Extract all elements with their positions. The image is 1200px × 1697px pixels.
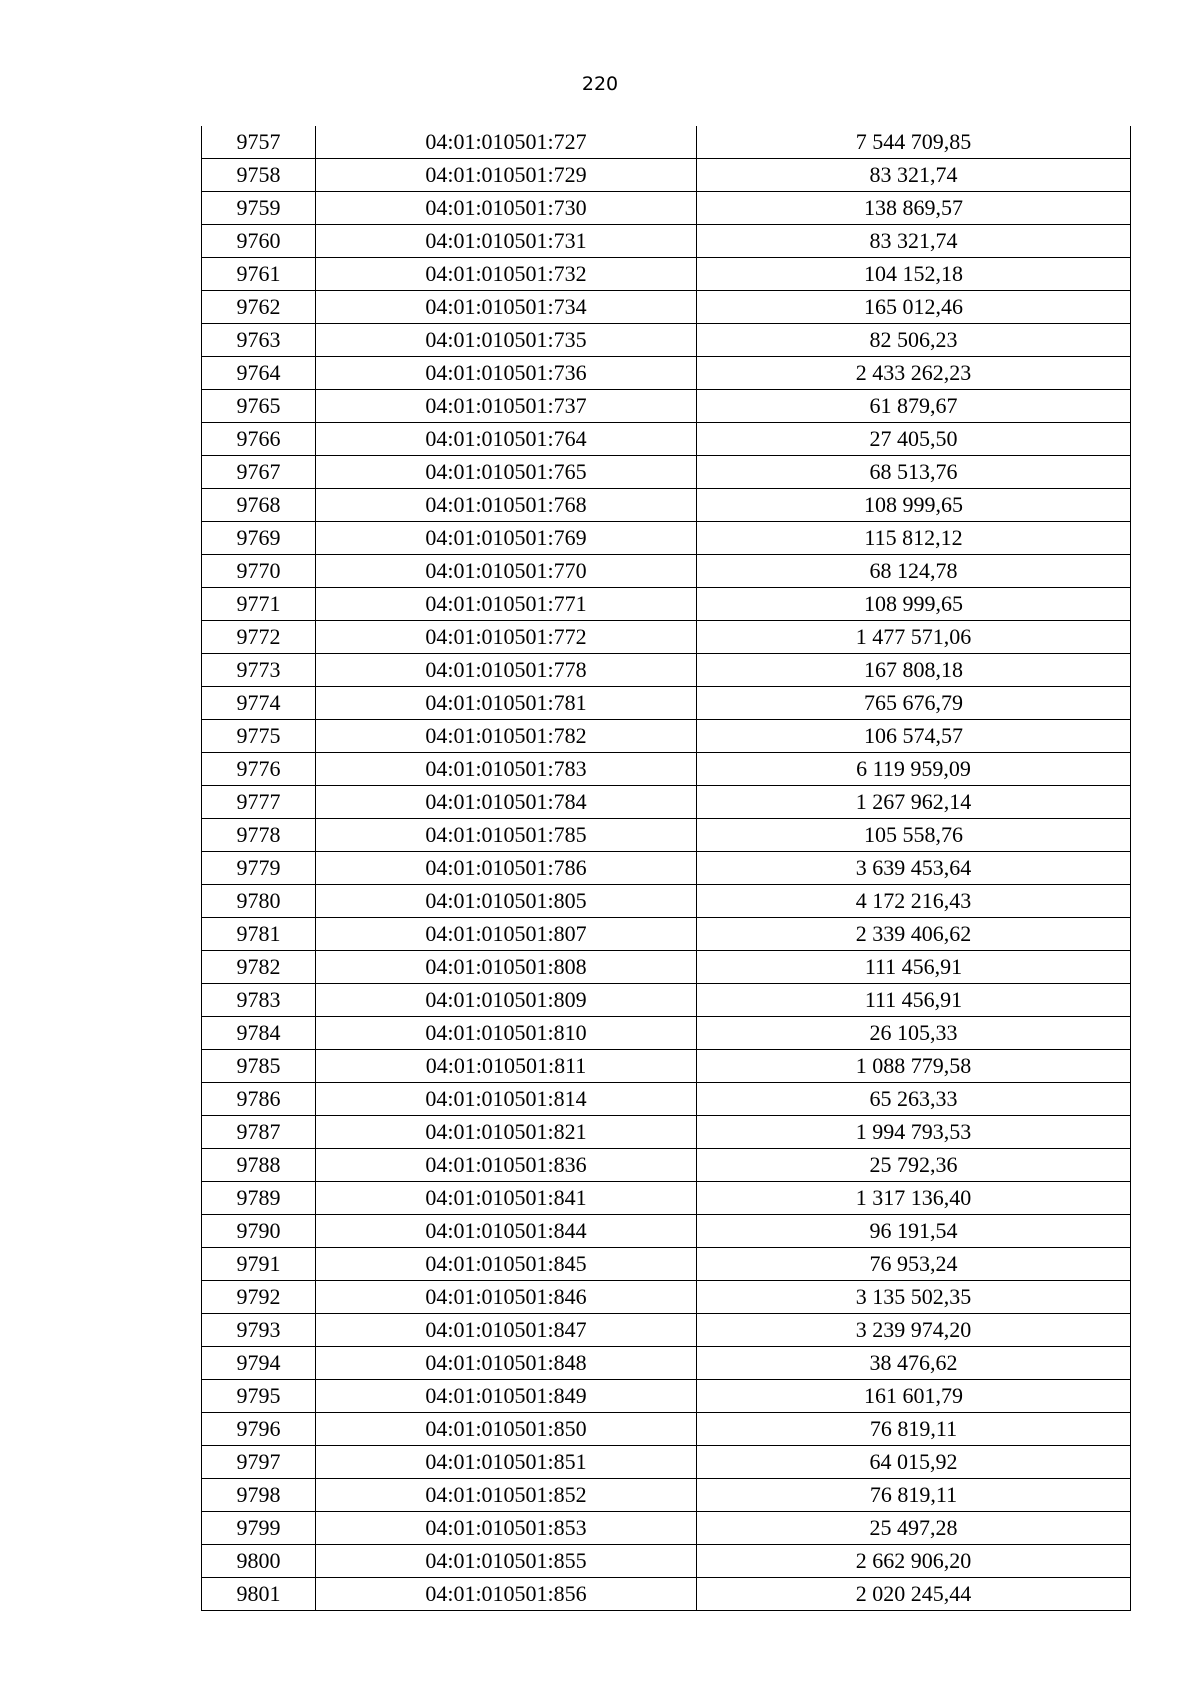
row-number-cell: 9801: [202, 1578, 316, 1611]
page-number: 220: [581, 73, 619, 95]
row-number-cell: 9783: [202, 984, 316, 1017]
row-number-cell: 9767: [202, 456, 316, 489]
row-number-cell: 9774: [202, 687, 316, 720]
table-row: [202, 357, 1131, 390]
table-row: [202, 1413, 1131, 1446]
table-row: [202, 258, 1131, 291]
cadastral-number-cell: 04:01:010501:772: [316, 621, 697, 654]
cadastral-number-cell: 04:01:010501:846: [316, 1281, 697, 1314]
row-number-cell: 9776: [202, 753, 316, 786]
row-number-cell: 9769: [202, 522, 316, 555]
cadastral-number-cell: 04:01:010501:814: [316, 1083, 697, 1116]
row-number-cell: 9789: [202, 1182, 316, 1215]
value-cell: 76 819,11: [697, 1413, 1131, 1446]
table-row: [202, 423, 1131, 456]
table-row: [202, 918, 1131, 951]
value-cell: 38 476,62: [697, 1347, 1131, 1380]
row-number-cell: 9766: [202, 423, 316, 456]
table-row: [202, 1248, 1131, 1281]
table-row: [202, 489, 1131, 522]
table-row: [202, 192, 1131, 225]
value-cell: 26 105,33: [697, 1017, 1131, 1050]
row-number-cell: 9793: [202, 1314, 316, 1347]
value-cell: 1 994 793,53: [697, 1116, 1131, 1149]
table-row: [202, 225, 1131, 258]
table-row: [202, 786, 1131, 819]
value-cell: 2 662 906,20: [697, 1545, 1131, 1578]
cadastral-number-cell: 04:01:010501:808: [316, 951, 697, 984]
row-number-cell: 9794: [202, 1347, 316, 1380]
table-row: [202, 819, 1131, 852]
row-number-cell: 9796: [202, 1413, 316, 1446]
row-number-cell: 9760: [202, 225, 316, 258]
value-cell: 76 819,11: [697, 1479, 1131, 1512]
row-number-cell: 9771: [202, 588, 316, 621]
cadastral-number-cell: 04:01:010501:850: [316, 1413, 697, 1446]
cadastral-number-cell: 04:01:010501:769: [316, 522, 697, 555]
value-cell: 3 239 974,20: [697, 1314, 1131, 1347]
cadastral-number-cell: 04:01:010501:727: [316, 126, 697, 159]
row-number-cell: 9762: [202, 291, 316, 324]
table-body: [202, 126, 1131, 1611]
value-cell: 1 088 779,58: [697, 1050, 1131, 1083]
row-number-cell: 9782: [202, 951, 316, 984]
cadastral-number-cell: 04:01:010501:849: [316, 1380, 697, 1413]
table-row: [202, 1149, 1131, 1182]
value-cell: 111 456,91: [697, 984, 1131, 1017]
table-row: [202, 1479, 1131, 1512]
value-cell: 2 339 406,62: [697, 918, 1131, 951]
cadastral-number-cell: 04:01:010501:784: [316, 786, 697, 819]
value-cell: 1 267 962,14: [697, 786, 1131, 819]
row-number-cell: 9768: [202, 489, 316, 522]
row-number-cell: 9758: [202, 159, 316, 192]
table-row: [202, 1215, 1131, 1248]
table-row: [202, 1512, 1131, 1545]
cadastral-number-cell: 04:01:010501:809: [316, 984, 697, 1017]
value-cell: 25 497,28: [697, 1512, 1131, 1545]
cadastral-number-cell: 04:01:010501:847: [316, 1314, 697, 1347]
row-number-cell: 9795: [202, 1380, 316, 1413]
row-number-cell: 9780: [202, 885, 316, 918]
value-cell: 68 124,78: [697, 555, 1131, 588]
value-cell: 64 015,92: [697, 1446, 1131, 1479]
table-row: [202, 852, 1131, 885]
value-cell: 167 808,18: [697, 654, 1131, 687]
cadastral-number-cell: 04:01:010501:771: [316, 588, 697, 621]
table-row: [202, 522, 1131, 555]
cadastral-number-cell: 04:01:010501:730: [316, 192, 697, 225]
row-number-cell: 9786: [202, 1083, 316, 1116]
table-row: [202, 1545, 1131, 1578]
cadastral-number-cell: 04:01:010501:853: [316, 1512, 697, 1545]
value-cell: 104 152,18: [697, 258, 1131, 291]
cadastral-number-cell: 04:01:010501:785: [316, 819, 697, 852]
value-cell: 3 639 453,64: [697, 852, 1131, 885]
table-row: [202, 621, 1131, 654]
row-number-cell: 9791: [202, 1248, 316, 1281]
cadastral-number-cell: 04:01:010501:729: [316, 159, 697, 192]
table-row: [202, 555, 1131, 588]
table-row: [202, 1182, 1131, 1215]
table-row: [202, 1281, 1131, 1314]
row-number-cell: 9765: [202, 390, 316, 423]
table-row: [202, 588, 1131, 621]
value-cell: 165 012,46: [697, 291, 1131, 324]
cadastral-number-cell: 04:01:010501:856: [316, 1578, 697, 1611]
row-number-cell: 9759: [202, 192, 316, 225]
row-number-cell: 9779: [202, 852, 316, 885]
table-row: [202, 753, 1131, 786]
table-row: [202, 291, 1131, 324]
value-cell: 765 676,79: [697, 687, 1131, 720]
row-number-cell: 9777: [202, 786, 316, 819]
cadastral-number-cell: 04:01:010501:732: [316, 258, 697, 291]
row-number-cell: 9797: [202, 1446, 316, 1479]
row-number-cell: 9798: [202, 1479, 316, 1512]
value-cell: 65 263,33: [697, 1083, 1131, 1116]
table-row: [202, 687, 1131, 720]
row-number-cell: 9781: [202, 918, 316, 951]
row-number-cell: 9788: [202, 1149, 316, 1182]
value-cell: 115 812,12: [697, 522, 1131, 555]
value-cell: 2 433 262,23: [697, 357, 1131, 390]
row-number-cell: 9757: [202, 126, 316, 159]
table-row: [202, 885, 1131, 918]
row-number-cell: 9772: [202, 621, 316, 654]
row-number-cell: 9792: [202, 1281, 316, 1314]
cadastral-number-cell: 04:01:010501:810: [316, 1017, 697, 1050]
value-cell: 105 558,76: [697, 819, 1131, 852]
table-row: [202, 654, 1131, 687]
row-number-cell: 9778: [202, 819, 316, 852]
cadastral-number-cell: 04:01:010501:731: [316, 225, 697, 258]
row-number-cell: 9761: [202, 258, 316, 291]
value-cell: 4 172 216,43: [697, 885, 1131, 918]
value-cell: 7 544 709,85: [697, 126, 1131, 159]
cadastral-number-cell: 04:01:010501:764: [316, 423, 697, 456]
cadastral-number-cell: 04:01:010501:768: [316, 489, 697, 522]
table-row: [202, 159, 1131, 192]
table-row: [202, 456, 1131, 489]
row-number-cell: 9763: [202, 324, 316, 357]
cadastral-number-cell: 04:01:010501:765: [316, 456, 697, 489]
value-cell: 68 513,76: [697, 456, 1131, 489]
row-number-cell: 9775: [202, 720, 316, 753]
table-row: [202, 984, 1131, 1017]
table-row: [202, 1446, 1131, 1479]
value-cell: 25 792,36: [697, 1149, 1131, 1182]
table-row: [202, 126, 1131, 159]
table-row: [202, 951, 1131, 984]
row-number-cell: 9784: [202, 1017, 316, 1050]
table-container: [201, 126, 1130, 1611]
value-cell: 1 317 136,40: [697, 1182, 1131, 1215]
row-number-cell: 9785: [202, 1050, 316, 1083]
cadastral-number-cell: 04:01:010501:848: [316, 1347, 697, 1380]
value-cell: 76 953,24: [697, 1248, 1131, 1281]
cadastral-number-cell: 04:01:010501:855: [316, 1545, 697, 1578]
cadastral-number-cell: 04:01:010501:807: [316, 918, 697, 951]
table-row: [202, 1017, 1131, 1050]
row-number-cell: 9773: [202, 654, 316, 687]
table-row: [202, 1347, 1131, 1380]
cadastral-number-cell: 04:01:010501:821: [316, 1116, 697, 1149]
cadastral-number-cell: 04:01:010501:851: [316, 1446, 697, 1479]
row-number-cell: 9790: [202, 1215, 316, 1248]
table-row: [202, 1050, 1131, 1083]
cadastral-number-cell: 04:01:010501:852: [316, 1479, 697, 1512]
table-row: [202, 1116, 1131, 1149]
table-row: [202, 1083, 1131, 1116]
value-cell: 82 506,23: [697, 324, 1131, 357]
cadastral-number-cell: 04:01:010501:737: [316, 390, 697, 423]
value-cell: 27 405,50: [697, 423, 1131, 456]
cadastral-number-cell: 04:01:010501:735: [316, 324, 697, 357]
cadastral-number-cell: 04:01:010501:778: [316, 654, 697, 687]
cadastral-number-cell: 04:01:010501:734: [316, 291, 697, 324]
row-number-cell: 9770: [202, 555, 316, 588]
data-table: [201, 126, 1131, 1611]
value-cell: 161 601,79: [697, 1380, 1131, 1413]
row-number-cell: 9764: [202, 357, 316, 390]
value-cell: 83 321,74: [697, 159, 1131, 192]
cadastral-number-cell: 04:01:010501:844: [316, 1215, 697, 1248]
cadastral-number-cell: 04:01:010501:736: [316, 357, 697, 390]
cadastral-number-cell: 04:01:010501:781: [316, 687, 697, 720]
cadastral-number-cell: 04:01:010501:770: [316, 555, 697, 588]
cadastral-number-cell: 04:01:010501:845: [316, 1248, 697, 1281]
value-cell: 1 477 571,06: [697, 621, 1131, 654]
value-cell: 111 456,91: [697, 951, 1131, 984]
value-cell: 61 879,67: [697, 390, 1131, 423]
cadastral-number-cell: 04:01:010501:811: [316, 1050, 697, 1083]
table-row: [202, 720, 1131, 753]
cadastral-number-cell: 04:01:010501:841: [316, 1182, 697, 1215]
cadastral-number-cell: 04:01:010501:805: [316, 885, 697, 918]
table-row: [202, 390, 1131, 423]
value-cell: 6 119 959,09: [697, 753, 1131, 786]
row-number-cell: 9787: [202, 1116, 316, 1149]
cadastral-number-cell: 04:01:010501:786: [316, 852, 697, 885]
row-number-cell: 9799: [202, 1512, 316, 1545]
cadastral-number-cell: 04:01:010501:782: [316, 720, 697, 753]
cadastral-number-cell: 04:01:010501:783: [316, 753, 697, 786]
value-cell: 108 999,65: [697, 588, 1131, 621]
table-row: [202, 324, 1131, 357]
value-cell: 2 020 245,44: [697, 1578, 1131, 1611]
cadastral-number-cell: 04:01:010501:836: [316, 1149, 697, 1182]
value-cell: 3 135 502,35: [697, 1281, 1131, 1314]
value-cell: 83 321,74: [697, 225, 1131, 258]
table-row: [202, 1314, 1131, 1347]
row-number-cell: 9800: [202, 1545, 316, 1578]
table-row: [202, 1578, 1131, 1611]
value-cell: 108 999,65: [697, 489, 1131, 522]
value-cell: 138 869,57: [697, 192, 1131, 225]
value-cell: 106 574,57: [697, 720, 1131, 753]
table-row: [202, 1380, 1131, 1413]
value-cell: 96 191,54: [697, 1215, 1131, 1248]
